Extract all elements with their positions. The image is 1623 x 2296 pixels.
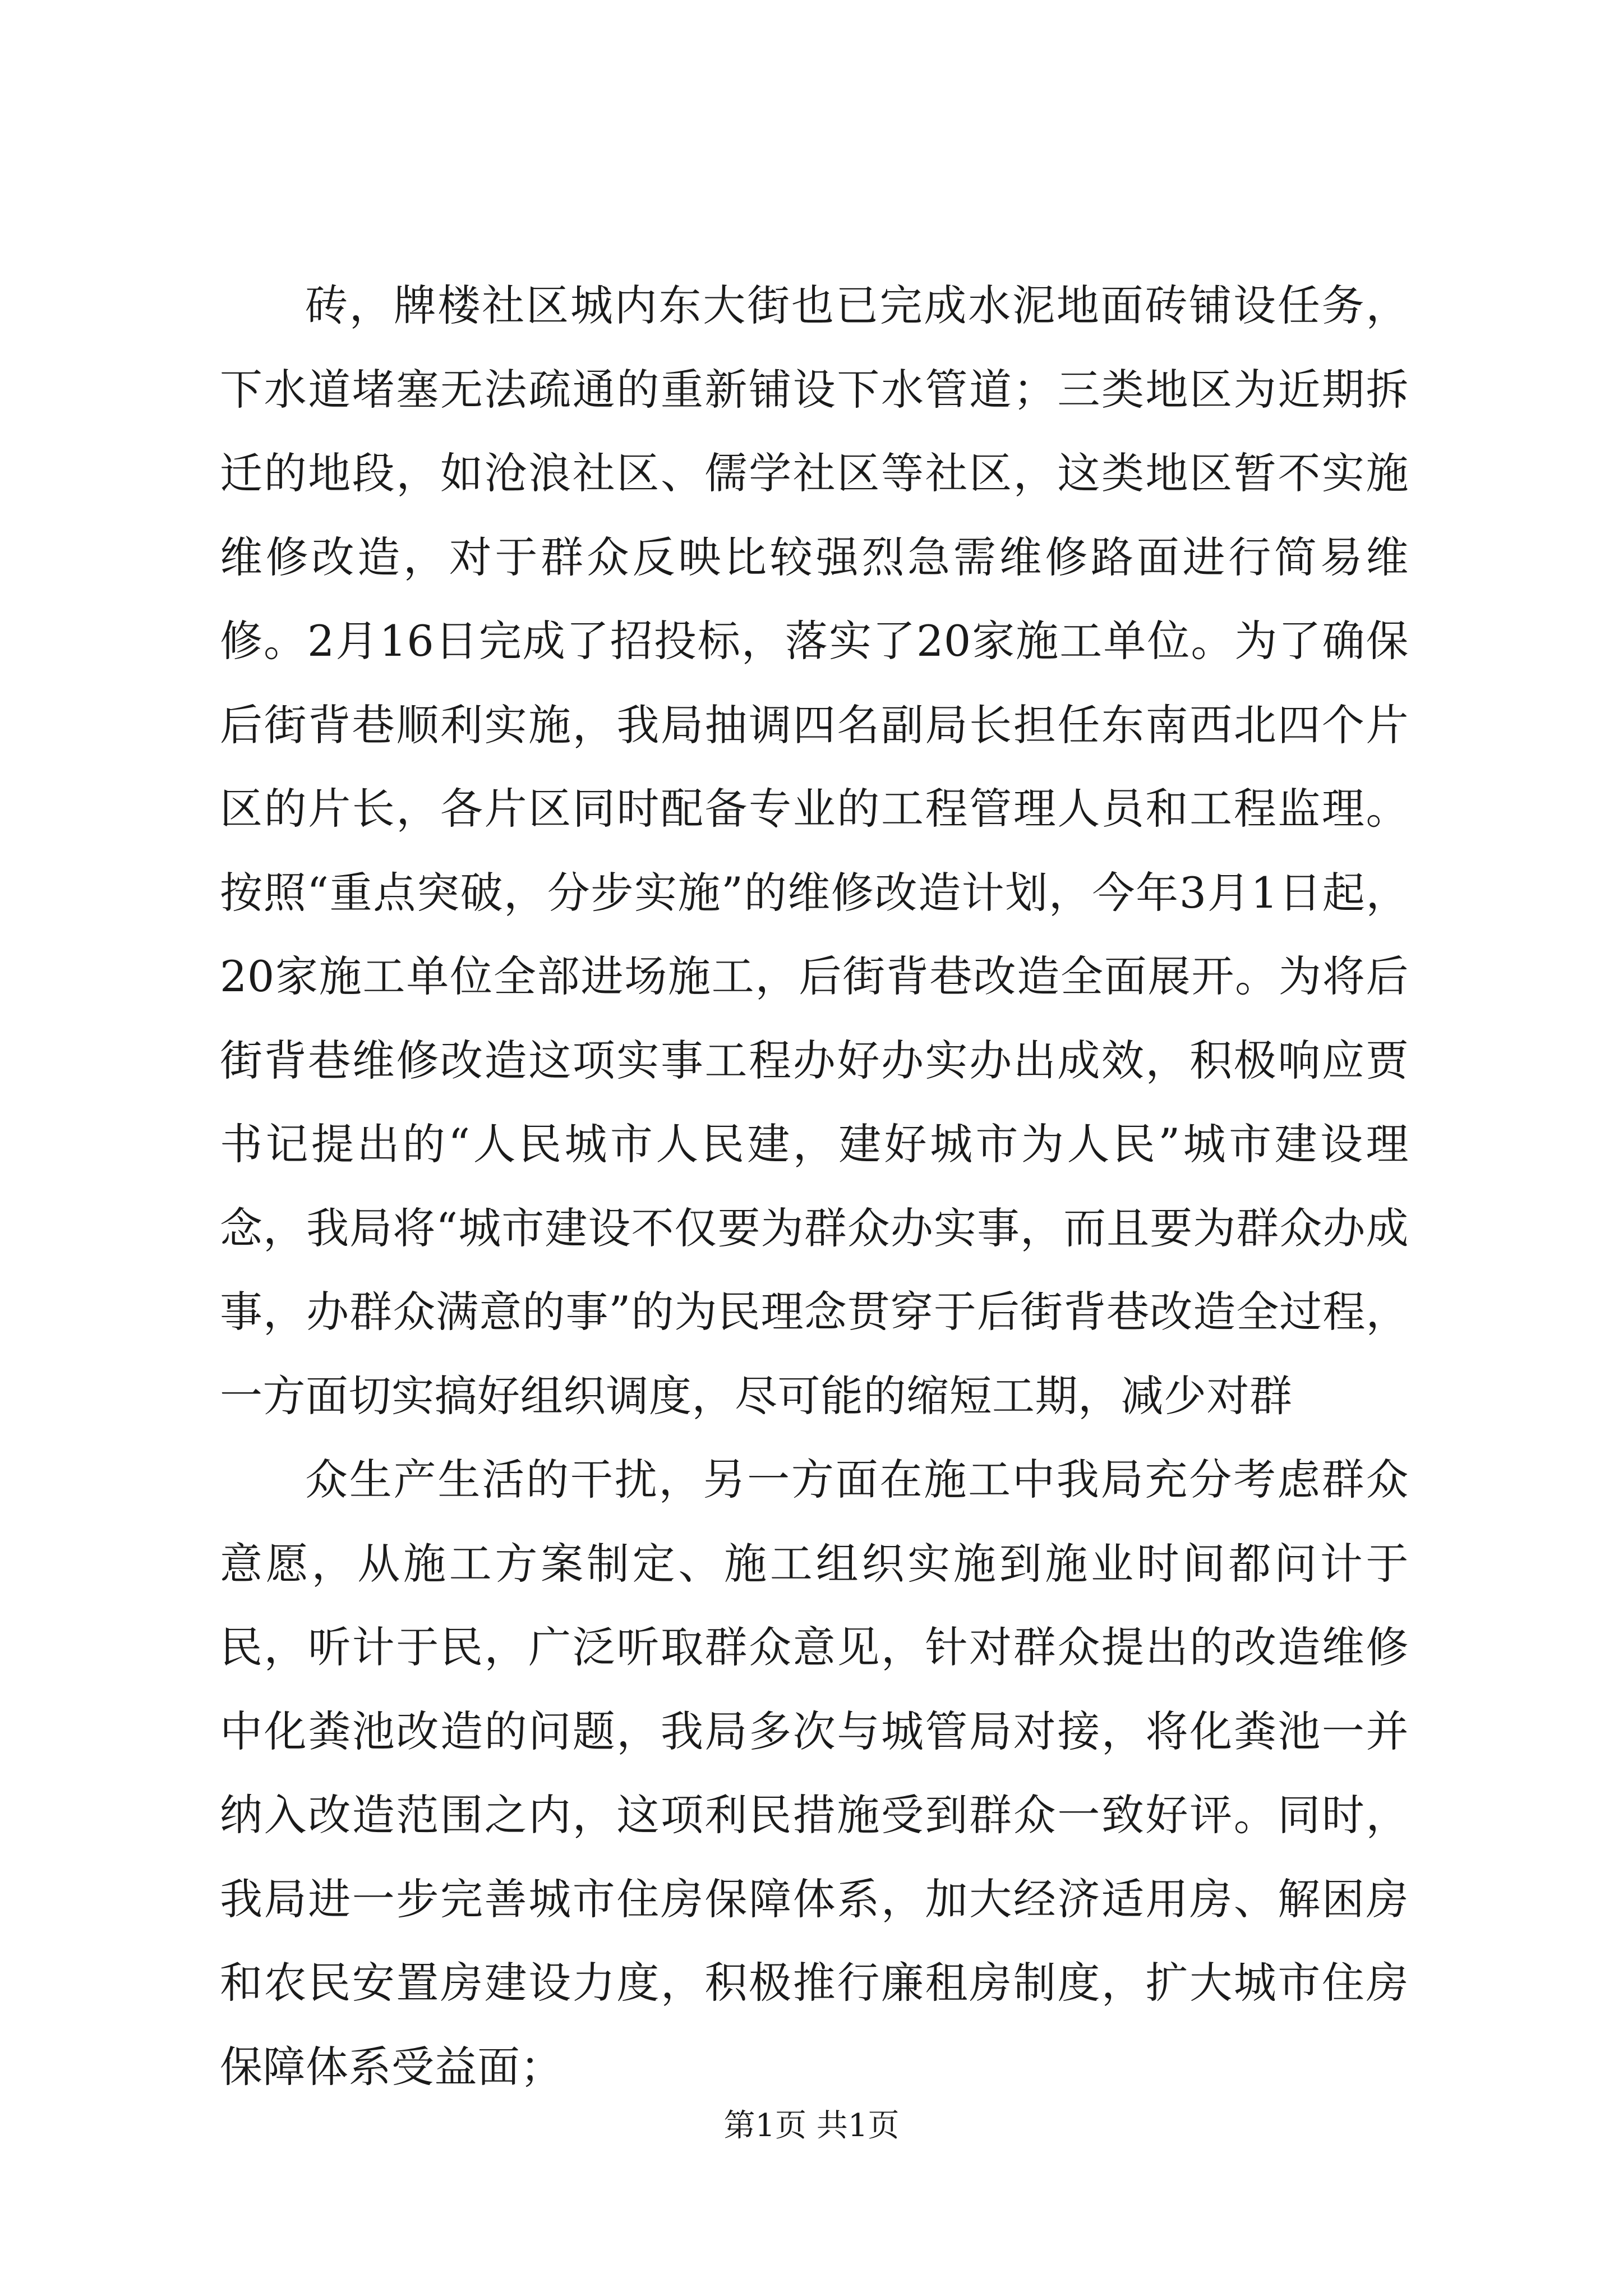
document-body bbox=[220, 264, 1409, 2109]
paragraph-2: 众生产生活的干扰，另一方面在施工中我局充分考虑群众意愿，从施工方案制定、施工组织实施到施业时间都问计于民，听计于民，广泛听取群众意见，针对群众提出的改造维修中化粪池改造的问题，我局多次与城管局对接，将化粪池一并纳入改造范围之内，这项利民措施受到群众一致好评。同时，我局进一步完善城市住房保障体系，加大经济适用房、解困房和农民安置房建设力度，积极推行廉租房制度，扩大城市住房保障体系受益面； bbox=[220, 1455, 1409, 2092]
paragraph-1: 砖，牌楼社区城内东大街也已完成水泥地面砖铺设任务，下水道堵塞无法疏通的重新铺设下水管道；三类地区为近期拆迁的地段，如沧浪社区、儒学社区等社区，这类地区暂不实施维修改造，对于群众反映比较强烈急需维修路面进行简易维修。2月16日完成了招投标，落实了20家施工单位。为了确保后街背巷顺利实施，我局抽调四名副局长担任东南西北四个片区的片长，各片区同时配备专业的工程管理人员和工程监理。按照“重点突破，分步实施”的维修改造计划，今年3月1日起，20家施工单位全部进场施工，后街背巷改造全面展开。为将后街背巷维修改造这项实事工程办好办实办出成效，积极响应贾书记提出的“人民城市人民建，建好城市为人民”城市建设理念，我局将“城市建设不仅要为群众办实事，而且要为群众办成事，办群众满意的事”的为民理念贯穿于后街背巷改造全过程，一方面切实搞好组织调度，尽可能的缩短工期，减少对群 bbox=[220, 280, 1409, 1421]
page-footer: 第1页 共1页 bbox=[723, 2108, 900, 2144]
